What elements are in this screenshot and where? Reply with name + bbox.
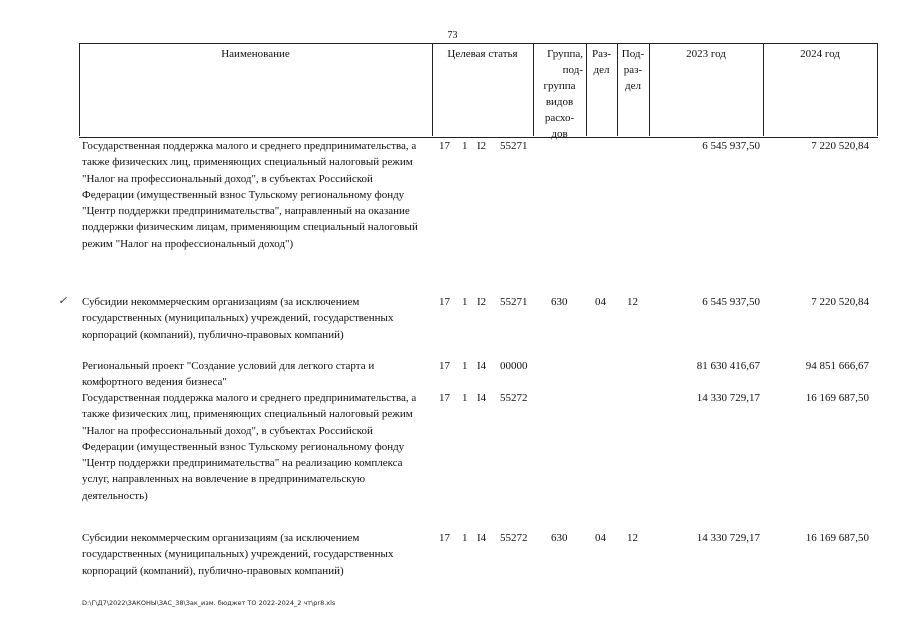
header-group-line: под- (562, 64, 583, 76)
cs-subprogram: 1 (462, 140, 468, 152)
header-group (533, 46, 586, 142)
cs-program: 17 (439, 360, 450, 372)
cs-program: 17 (439, 140, 450, 152)
header-group-line: группа (543, 80, 576, 92)
cs-program: 17 (439, 392, 450, 404)
cs-project: I2 (477, 296, 487, 308)
header-name: Наименование (221, 48, 290, 60)
row-name: Государственная поддержка малого и среднего предпринимательства, а также физических лиц, применяющих специальный налоговый режим "Налог на профессиональный доход", в субъектах Российской Федерации (имущественный взнос Тульскому региональному фонду "Центр поддержки предпринимательства" на реализацию комплекса услуг, направленных на вовлечение в предпринимательскую деятельность) (82, 392, 417, 502)
cs-program: 17 (439, 532, 450, 544)
value-2024: 7 220 520,84 (811, 140, 869, 152)
value-2024: 7 220 520,84 (811, 296, 869, 308)
header-group-line: видов (545, 96, 574, 108)
header-2023: 2023 год (686, 48, 726, 60)
cs-project: I2 (477, 140, 487, 152)
row-name: Субсидии некоммерческим организациям (за исключением государственных (муниципальных) учреждений, государственных корпораций (компаний), публично-правовых компаний) (82, 296, 394, 341)
row-name: Региональный проект "Создание условий для легкого старта и комфортного ведения бизнеса" (82, 360, 375, 389)
header-group-line: расхо- (544, 112, 575, 124)
row-name: Государственная поддержка малого и среднего предпринимательства, а также физических лиц, применяющих специальный налоговый режим "Налог на профессиональный доход", в субъектах Российской Федерации (имущественный взнос Тульскому региональному фонду "Центр поддержки предпринимательства", направленный на оказание поддержки физическим лицам, применяющим специальный налоговый режим "Налог на профессиональный доход") (82, 140, 418, 250)
value-2024: 16 169 687,50 (805, 532, 869, 544)
cs-direction: 00000 (500, 360, 528, 372)
cs-project: I4 (477, 392, 487, 404)
expense-group: 630 (551, 532, 568, 544)
cs-subprogram: 1 (462, 296, 468, 308)
header-subsection: Под- раз- дел (621, 48, 645, 92)
header-border (877, 43, 878, 136)
value-2024: 16 169 687,50 (805, 392, 869, 404)
subsection: 12 (627, 532, 638, 544)
section: 04 (595, 532, 606, 544)
subsection: 12 (627, 296, 638, 308)
value-2023: 14 330 729,17 (696, 532, 760, 544)
expense-group: 630 (551, 296, 568, 308)
header-section: Раз- дел (591, 48, 611, 76)
section: 04 (595, 296, 606, 308)
cs-subprogram: 1 (462, 392, 468, 404)
cs-program: 17 (439, 296, 450, 308)
margin-checkmark: ✓ (58, 295, 68, 307)
page-number: 73 (447, 30, 458, 41)
value-2023: 6 545 937,50 (702, 296, 760, 308)
value-2023: 81 630 416,67 (696, 360, 760, 372)
cs-direction: 55272 (500, 532, 528, 544)
cs-direction: 55272 (500, 392, 528, 404)
cs-direction: 55271 (500, 140, 528, 152)
row-name: Субсидии некоммерческим организациям (за исключением государственных (муниципальных) учреждений, государственных корпораций (компаний), публично-правовых компаний) (82, 532, 394, 577)
file-path-footer: D:\Г\Д7\2022\ЗАКОНЫ\ЗАС_38\Зак_изм. бюджет ТО 2022-2024_2 чт\pr8.xls (82, 599, 336, 607)
header-2024: 2024 год (800, 48, 840, 60)
cs-project: I4 (477, 360, 487, 372)
header-group-line: дов (551, 128, 568, 140)
cs-project: I4 (477, 532, 487, 544)
cs-subprogram: 1 (462, 532, 468, 544)
value-2024: 94 851 666,67 (805, 360, 869, 372)
cs-direction: 55271 (500, 296, 528, 308)
value-2023: 14 330 729,17 (696, 392, 760, 404)
header-group-line: Группа, (547, 48, 583, 60)
cs-subprogram: 1 (462, 360, 468, 372)
header-target: Целевая статья (447, 48, 518, 60)
value-2023: 6 545 937,50 (702, 140, 760, 152)
